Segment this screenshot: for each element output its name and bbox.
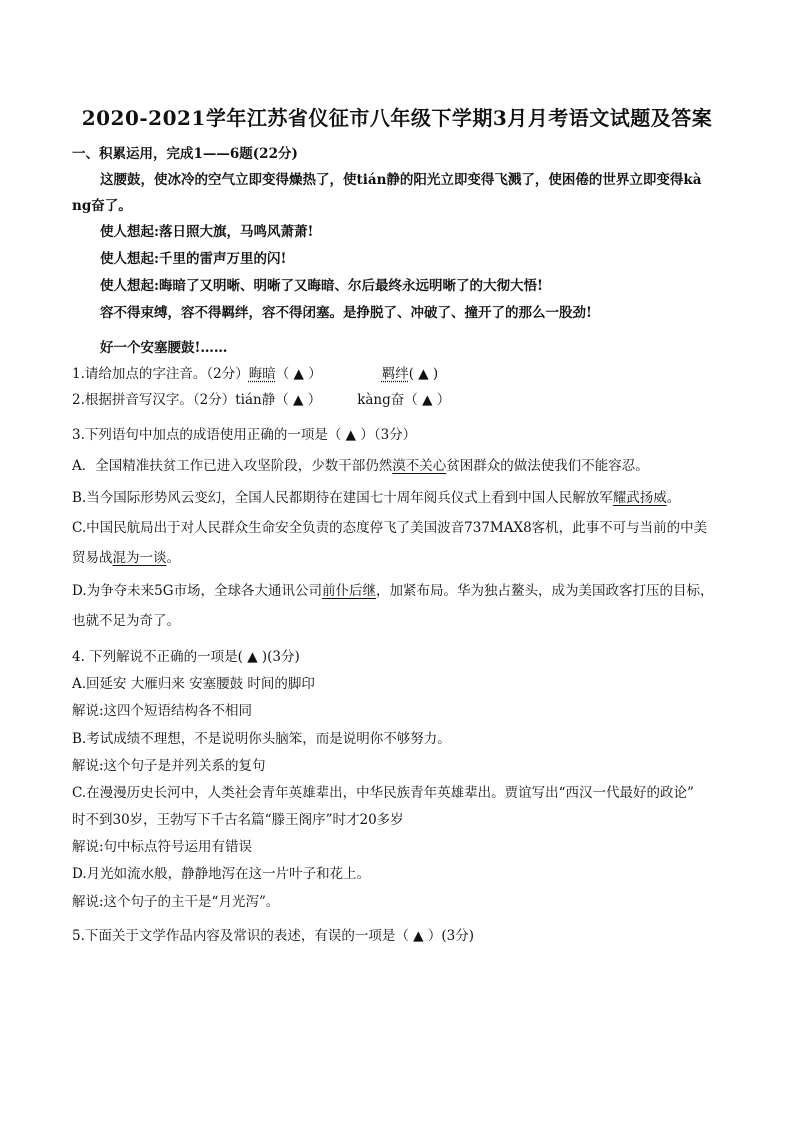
q1-answer-1: （ ▲ ） bbox=[275, 366, 322, 382]
question-4-option-b: B.考试成绩不理想，不是说明你头脑笨，而是说明你不够努力。 bbox=[72, 731, 451, 747]
question-3-option-a bbox=[72, 456, 732, 476]
q3-b-text: B.当今国际形势风云变幻，全国人民都期待在建国七十周年阅兵仪式上看到中国人民解放军 bbox=[72, 490, 613, 506]
question-3-stem: 3.下列语句中加点的成语使用正确的一项是（ ▲ ）（3分） bbox=[72, 427, 417, 443]
q2-answer-1: （ ▲ ） bbox=[275, 392, 322, 408]
question-4-explanation-a: 解说:这四个短语结构各不相同 bbox=[72, 703, 253, 719]
q3-c-text-end: 。 bbox=[166, 550, 180, 566]
question-3-option-b bbox=[72, 488, 732, 508]
q1-word-2: 羁绊 bbox=[381, 366, 409, 382]
passage-line-6: 好一个安塞腰鼓!…… bbox=[100, 340, 228, 356]
q3-a-idiom: 漠不关心 bbox=[392, 458, 447, 474]
passage-line-5: 容不得束缚，容不得羁绊，容不得闭塞。是挣脱了、冲破了、撞开了的那么一股劲! bbox=[100, 305, 592, 321]
q3-b-text-end: 。 bbox=[666, 490, 681, 506]
question-2 bbox=[72, 390, 732, 410]
question-3-option-c-line-2 bbox=[72, 548, 732, 568]
q3-d-text: D.为争夺未来5G市场，全球各大通讯公司 bbox=[72, 583, 323, 599]
passage-line-4: 使人想起:晦暗了又明晰、明晰了又晦暗、尔后最终永远明晰了的大彻大悟! bbox=[100, 278, 543, 294]
passage-line-1-cont: ng奋了。 bbox=[72, 198, 132, 214]
q2-word-1: tián静 bbox=[235, 392, 276, 408]
question-3-option-d-line-1 bbox=[72, 581, 732, 601]
question-3-option-d-line-2: 也就不足为奇了。 bbox=[72, 613, 180, 629]
q2-answer-2: （ ▲ ） bbox=[404, 392, 451, 408]
q1-word-1: 晦暗 bbox=[248, 366, 276, 382]
question-1 bbox=[72, 364, 732, 384]
question-4-option-a: A.回延安 大雁归来 安塞腰鼓 时间的脚印 bbox=[72, 676, 315, 692]
passage-line-1: 这腰鼓，使冰冷的空气立即变得燥热了，使tián静的阳光立即变得飞溅了，使困倦的世界立即变得kà bbox=[100, 172, 702, 188]
q3-a-text-end: 贫困群众的做法使我们不能容忍。 bbox=[446, 458, 649, 474]
q1-answer-2: ( ▲ ) bbox=[408, 366, 439, 382]
question-4-option-c-line-2: 时不到30岁，王勃写下千古名篇“滕王阁序”时才20多岁 bbox=[72, 812, 404, 828]
q2-word-2: kàng奋 bbox=[357, 392, 405, 408]
q2-prefix: 2.根据拼音写汉字。（2分） bbox=[72, 392, 236, 408]
section-heading: 一、积累运用，完成1——6题(22分) bbox=[72, 146, 298, 162]
question-5-stem: 5.下面关于文学作品内容及常识的表述，有误的一项是（ ▲ ）(3分) bbox=[72, 928, 474, 944]
question-4-explanation-b: 解说:这个句子是并列关系的复句 bbox=[72, 758, 266, 774]
question-4-option-c-line-1: C.在漫漫历史长河中，人类社会青年英雄辈出，中华民族青年英雄辈出。贾谊写出“西汉一代最好的政论” bbox=[72, 785, 694, 801]
q3-c-idiom: 混为一谈 bbox=[112, 550, 167, 566]
passage-line-2: 使人想起:落日照大旗，马鸣风萧萧! bbox=[100, 224, 314, 240]
question-4-explanation-d: 解说:这个句子的主干是“月光泻”。 bbox=[72, 894, 280, 910]
q3-a-text: A．全国精准扶贫工作已进入攻坚阶段，少数干部仍然 bbox=[72, 458, 393, 474]
page-title: 2020-2021学年江苏省仪征市八年级下学期3月月考语文试题及答案 bbox=[81, 106, 713, 130]
question-4-explanation-c: 解说:句中标点符号运用有错误 bbox=[72, 839, 253, 855]
passage-line-3: 使人想起:千里的雷声万里的闪! bbox=[100, 251, 287, 267]
question-4-stem: 4. 下列解说不正确的一项是( ▲ )(3分) bbox=[72, 649, 300, 665]
q3-d-idiom: 前仆后继 bbox=[322, 583, 377, 599]
q3-c-text: 贸易战 bbox=[72, 550, 113, 566]
q3-b-idiom: 耀武扬威 bbox=[612, 490, 667, 506]
q1-prefix: 1.请给加点的字注音。（2分） bbox=[72, 366, 249, 382]
question-4-option-d: D.月光如流水般，静静地泻在这一片叶子和花上。 bbox=[72, 866, 371, 882]
q3-d-text-end: ，加紧布局。华为独占鳌头，成为美国政客打压的目标， bbox=[376, 583, 714, 599]
question-3-option-c-line-1: C.中国民航局出于对人民群众生命安全负责的态度停飞了美国波音737MAX8客机，此事不可与当前的中美 bbox=[72, 520, 708, 536]
